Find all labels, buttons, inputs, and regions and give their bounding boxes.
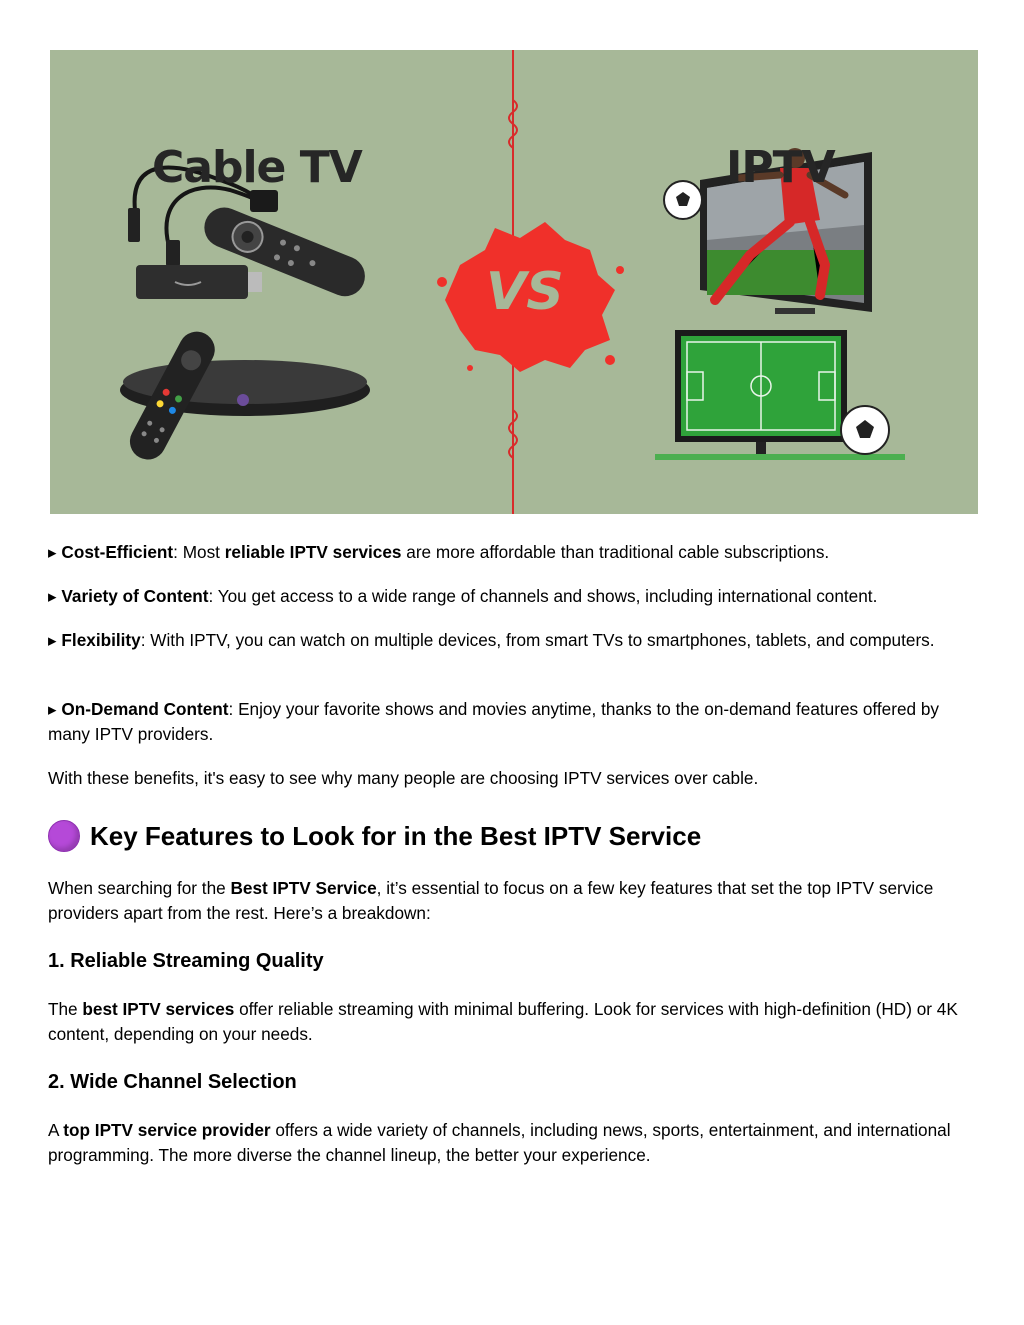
benefit-item: ▸ Cost-Efficient: Most reliable IPTV services are more affordable than traditional cable subscriptions. bbox=[48, 542, 830, 562]
summary-paragraph: With these benefits, it's easy to see why many people are choosing IPTV services over cable. bbox=[48, 768, 759, 788]
feature-heading: 2. Wide Channel Selection bbox=[48, 1071, 297, 1093]
soccer-ball-bottom bbox=[841, 406, 889, 454]
micro-usb-plug bbox=[166, 240, 180, 266]
hero-vs-label: VS bbox=[486, 262, 564, 322]
feature-paragraph: A top IPTV service provider offers a wide variety of channels, including news, sports, entertainment, and international programming. The more diverse the channel lineup, the better your experience. bbox=[48, 1120, 951, 1165]
inline-emphasis: reliable IPTV services bbox=[224, 542, 402, 562]
otg-adapter bbox=[250, 190, 278, 212]
section-intro: When searching for the Best IPTV Service, it’s essential to focus on a few key features that set the top IPTV service providers apart from the rest. Here’s a breakdown: bbox=[48, 878, 934, 923]
triangle-bullet-icon: ▸ bbox=[48, 630, 57, 650]
soccer-ball-top bbox=[664, 181, 702, 219]
triangle-bullet-icon: ▸ bbox=[48, 586, 57, 606]
inline-emphasis: top IPTV service provider bbox=[63, 1120, 271, 1140]
usb-plug bbox=[128, 208, 140, 242]
hero-title-cable-tv: Cable TV bbox=[152, 142, 362, 193]
fire-stick bbox=[136, 265, 262, 299]
benefit-term: Cost-Efficient bbox=[61, 542, 174, 562]
benefit-item: ▸ Variety of Content: You get access to a wide range of channels and shows, including international content. bbox=[48, 586, 878, 606]
section-title: Key Features to Look for in the Best IPTV Service bbox=[90, 820, 702, 851]
triangle-bullet-icon: ▸ bbox=[48, 699, 57, 719]
inline-emphasis: best IPTV services bbox=[82, 999, 235, 1019]
hero-image bbox=[50, 50, 978, 514]
inline-emphasis: Best IPTV Service bbox=[230, 878, 377, 898]
benefit-term: On-Demand Content bbox=[61, 699, 229, 719]
purple-circle-icon bbox=[48, 820, 80, 852]
benefit-item: ▸ Flexibility: With IPTV, you can watch on multiple devices, from smart TVs to smartphones, tablets, and computers. bbox=[48, 630, 935, 650]
feature-paragraph: The best IPTV services offer reliable streaming with minimal buffering. Look for services with high-definition (HD) or 4K content, depending on your needs. bbox=[48, 999, 958, 1044]
section-heading bbox=[48, 820, 978, 852]
hero-title-iptv: IPTV bbox=[726, 142, 835, 193]
triangle-bullet-icon: ▸ bbox=[48, 542, 57, 562]
benefit-item: ▸ On-Demand Content: Enjoy your favorite shows and movies anytime, thanks to the on-demand features offered by many IPTV providers. bbox=[48, 699, 940, 744]
benefit-term: Flexibility bbox=[61, 630, 141, 650]
feature-heading: 1. Reliable Streaming Quality bbox=[48, 950, 324, 972]
benefit-term: Variety of Content bbox=[61, 586, 209, 606]
